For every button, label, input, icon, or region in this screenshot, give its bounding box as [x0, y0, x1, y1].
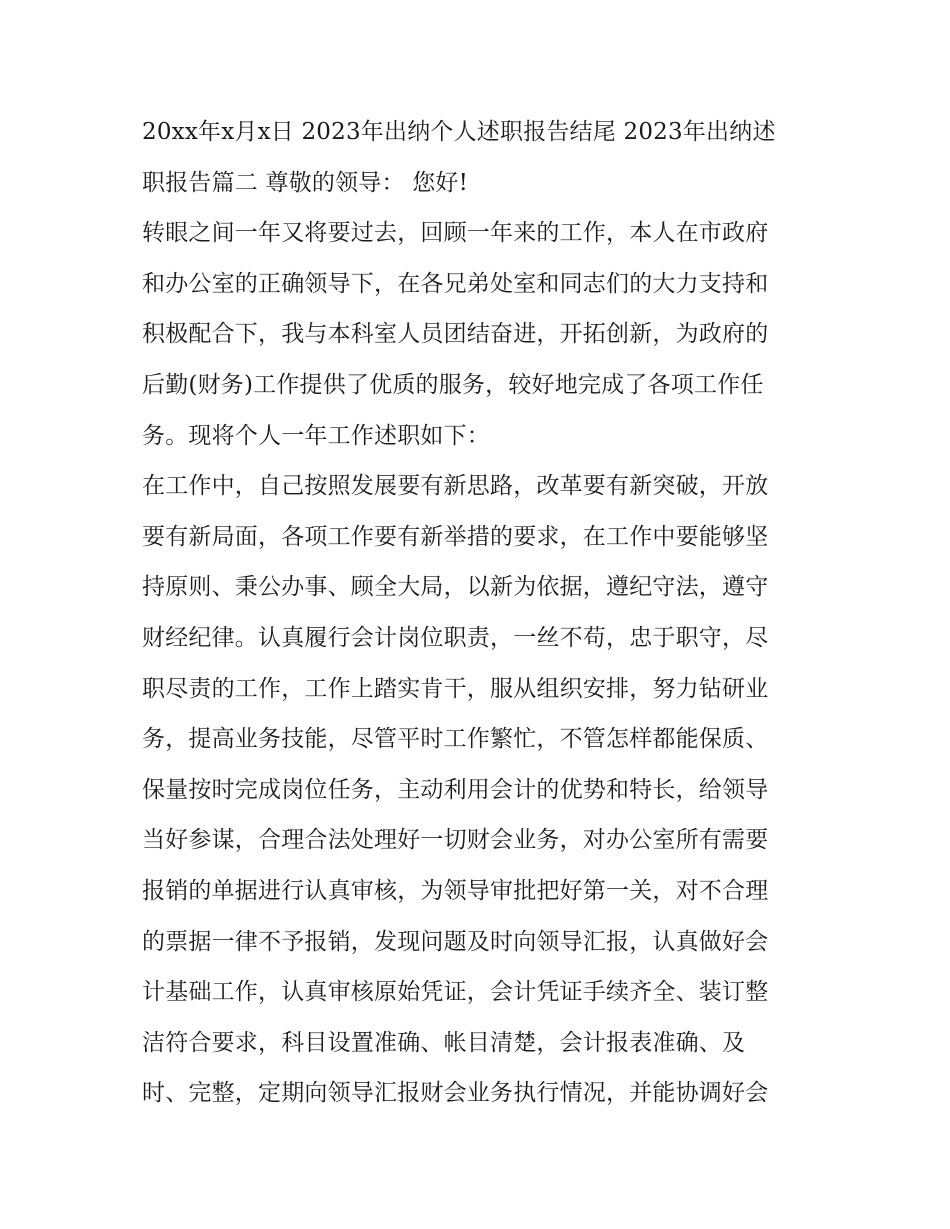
- text-line-5: 积极配合下，我与本科室人员团结奋进，开拓创新，为政府的: [142, 321, 769, 348]
- text-line-16: 报销的单据进行认真审核，为领导审批把好第一关，对不合理: [142, 877, 769, 904]
- text-line-1: 20xx年x月x日 2023年出纳个人述职报告结尾 2023年出纳述: [142, 119, 776, 145]
- text-line-2: 职报告篇二 尊敬的领导： 您好!: [142, 169, 469, 196]
- body-text: [142, 107, 822, 1119]
- text-line-12: 职尽责的工作，工作上踏实肯干，服从组织安排，努力钻研业: [142, 675, 769, 702]
- text-line-19: 洁符合要求，科目设置准确、帐目清楚，会计报表准确、及: [142, 1029, 746, 1056]
- text-line-15: 当好参谋，合理合法处理好一切财会业务，对办公室所有需要: [142, 827, 769, 854]
- text-line-3: 转眼之间一年又将要过去，回顾一年来的工作，本人在市政府: [142, 220, 769, 247]
- text-line-8: 在工作中，自己按照发展要有新思路，改革要有新突破，开放: [142, 473, 769, 500]
- text-line-17: 的票据一律不予报销，发现问题及时向领导汇报，认真做好会: [142, 928, 769, 955]
- text-line-7: 务。现将个人一年工作述职如下：: [142, 422, 490, 449]
- text-line-18: 计基础工作，认真审核原始凭证，会计凭证手续齐全、装订整: [142, 979, 769, 1006]
- text-line-13: 务，提高业务技能，尽管平时工作繁忙，不管怎样都能保质、: [142, 726, 769, 753]
- text-line-6: 后勤(财务)工作提供了优质的服务，较好地完成了各项工作任: [142, 371, 764, 398]
- text-line-10: 持原则、秉公办事、顾全大局，以新为依据，遵纪守法，遵守: [142, 574, 769, 601]
- text-line-14: 保量按时完成岗位任务，主动利用会计的优势和特长，给领导: [142, 776, 769, 803]
- text-line-11: 财经纪律。认真履行会计岗位职责，一丝不苟，忠于职守，尽: [142, 624, 769, 651]
- text-line-20: 时、完整，定期向领导汇报财会业务执行情况，并能协调好会: [142, 1080, 769, 1107]
- text-line-4: 和办公室的正确领导下，在各兄弟处室和同志们的大力支持和: [142, 270, 769, 297]
- text-line-9: 要有新局面，各项工作要有新举措的要求，在工作中要能够坚: [142, 523, 769, 550]
